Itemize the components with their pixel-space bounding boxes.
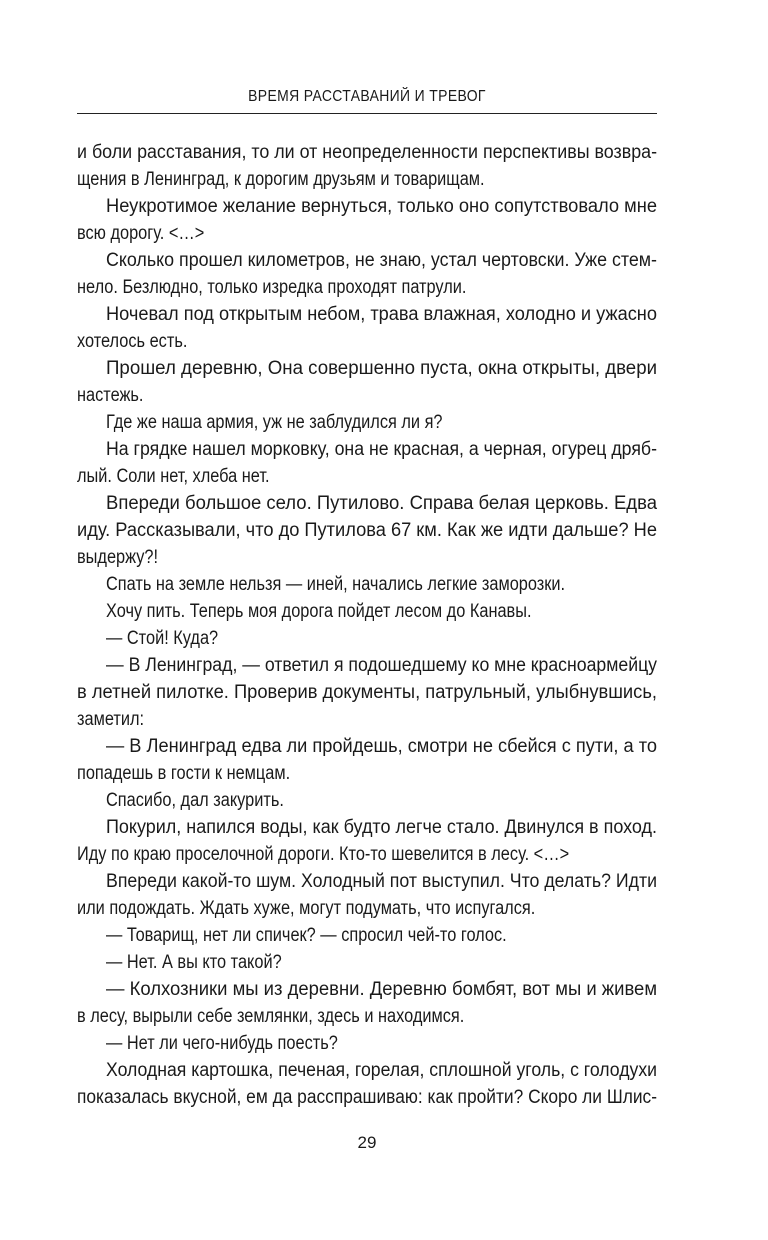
text-line: [77, 571, 657, 598]
text-line-content: иду. Рассказывали, что до Путилова 67 км. Как же идти дальше? Не: [77, 520, 658, 541]
text-line: [77, 733, 657, 760]
text-line-content: Неукротимое желание вернуться, только оно сопутствовало мне: [106, 196, 658, 217]
text-line: [77, 139, 657, 166]
text-line: [77, 193, 657, 220]
text-line-content: На грядке нашел морковку, она не красная, а черная, огурец дряб-: [106, 439, 657, 460]
text-line-content: Иду по краю проселочной дороги. Кто-то шевелится в лесу. <…>: [77, 844, 570, 865]
text-line-content: в летней пилотке. Проверив документы, патрульный, улыбнувшись,: [77, 682, 657, 703]
text-line-content: в лесу, вырыли себе землянки, здесь и находимся.: [77, 1006, 465, 1027]
text-line-content: нело. Безлюдно, только изредка проходят патрули.: [77, 277, 467, 298]
text-line-content: попадешь в гости к немцам.: [77, 763, 291, 784]
text-line: [77, 274, 657, 301]
header-rule: [77, 113, 657, 114]
text-line: [77, 841, 657, 868]
text-line-content: всю дорогу. <…>: [77, 223, 205, 244]
text-line-content: Холодная картошка, печеная, горелая, сплошной уголь, с голодухи: [106, 1060, 658, 1081]
text-line: [77, 922, 657, 949]
text-line: [77, 328, 657, 355]
text-line: [77, 301, 657, 328]
text-line: [77, 517, 657, 544]
text-line-content: Впереди большое село. Путилово. Справа белая церковь. Едва: [106, 493, 657, 514]
text-line-content: — Нет ли чего-нибудь поесть?: [106, 1033, 338, 1054]
text-line: [77, 976, 657, 1003]
text-line: [77, 490, 657, 517]
text-line-content: Где же наша армия, уж не заблудился ли я?: [106, 412, 443, 433]
text-line: [77, 949, 657, 976]
text-line-content: показалась вкусной, ем да расспрашиваю: как пройти? Скоро ли Шлис-: [77, 1087, 658, 1108]
text-line: [77, 247, 657, 274]
text-line-content: Покурил, напился воды, как будто легче стало. Двинулся в поход.: [106, 817, 657, 838]
text-line-content: выдержу?!: [77, 547, 159, 568]
text-line: [77, 787, 657, 814]
text-line: [77, 706, 657, 733]
text-line: [77, 895, 657, 922]
text-line: [77, 436, 657, 463]
text-line: [77, 1003, 657, 1030]
text-line-content: щения в Ленинград, к дорогим друзьям и товарищам.: [77, 169, 485, 190]
text-line: [77, 220, 657, 247]
text-line: [77, 760, 657, 787]
text-line-content: — Нет. А вы кто такой?: [106, 952, 282, 973]
text-line-content: Хочу пить. Теперь моя дорога пойдет лесом до Канавы.: [106, 601, 532, 622]
text-line: [77, 1084, 657, 1111]
text-line-content: — В Ленинград едва ли пройдешь, смотри не сбейся с пути, а то: [106, 736, 657, 757]
text-line-content: или подождать. Ждать хуже, могут подумать, что испугался.: [77, 898, 536, 919]
text-line: [77, 598, 657, 625]
text-line: [77, 1057, 657, 1084]
text-line-content: — Стой! Куда?: [106, 628, 219, 649]
text-line: [77, 868, 657, 895]
text-line: [77, 355, 657, 382]
page-number: 29: [357, 1133, 377, 1152]
text-line-content: — Товарищ, нет ли спичек? — спросил чей-то голос.: [106, 925, 507, 946]
text-line-content: лый. Соли нет, хлеба нет.: [77, 466, 270, 487]
text-line: [77, 409, 657, 436]
text-line: [77, 625, 657, 652]
text-line: [77, 652, 657, 679]
text-line-content: Ночевал под открытым небом, трава влажная, холодно и ужасно: [106, 304, 657, 325]
text-line: [77, 544, 657, 571]
text-line: [77, 1030, 657, 1057]
text-line-content: Впереди какой-то шум. Холодный пот выступил. Что делать? Идти: [106, 871, 657, 892]
text-line: [77, 463, 657, 490]
body-text: [77, 139, 657, 1111]
text-line-content: — Колхозники мы из деревни. Деревню бомбят, вот мы и живем: [106, 979, 658, 1000]
text-line-content: заметил:: [77, 709, 145, 730]
text-line-content: Прошел деревню, Она совершенно пуста, окна открыты, двери: [106, 358, 658, 379]
text-line-content: настежь.: [77, 385, 144, 406]
text-line-content: — В Ленинград, — ответил я подошедшему ко мне красноармейцу: [106, 655, 658, 676]
text-line-content: хотелось есть.: [77, 331, 188, 352]
text-line: [77, 382, 657, 409]
running-head: ВРЕМЯ РАССТАВАНИЙ И ТРЕВОГ: [248, 88, 486, 105]
text-line-content: Сколько прошел километров, не знаю, устал чертовски. Уже стем-: [106, 250, 658, 271]
text-line: [77, 166, 657, 193]
text-line: [77, 814, 657, 841]
text-line-content: и боли расставания, то ли от неопределенности перспективы возвра-: [77, 142, 658, 163]
text-line: [77, 679, 657, 706]
text-line-content: Спасибо, дал закурить.: [106, 790, 284, 811]
text-line-content: Спать на земле нельзя — иней, начались легкие заморозки.: [106, 574, 566, 595]
